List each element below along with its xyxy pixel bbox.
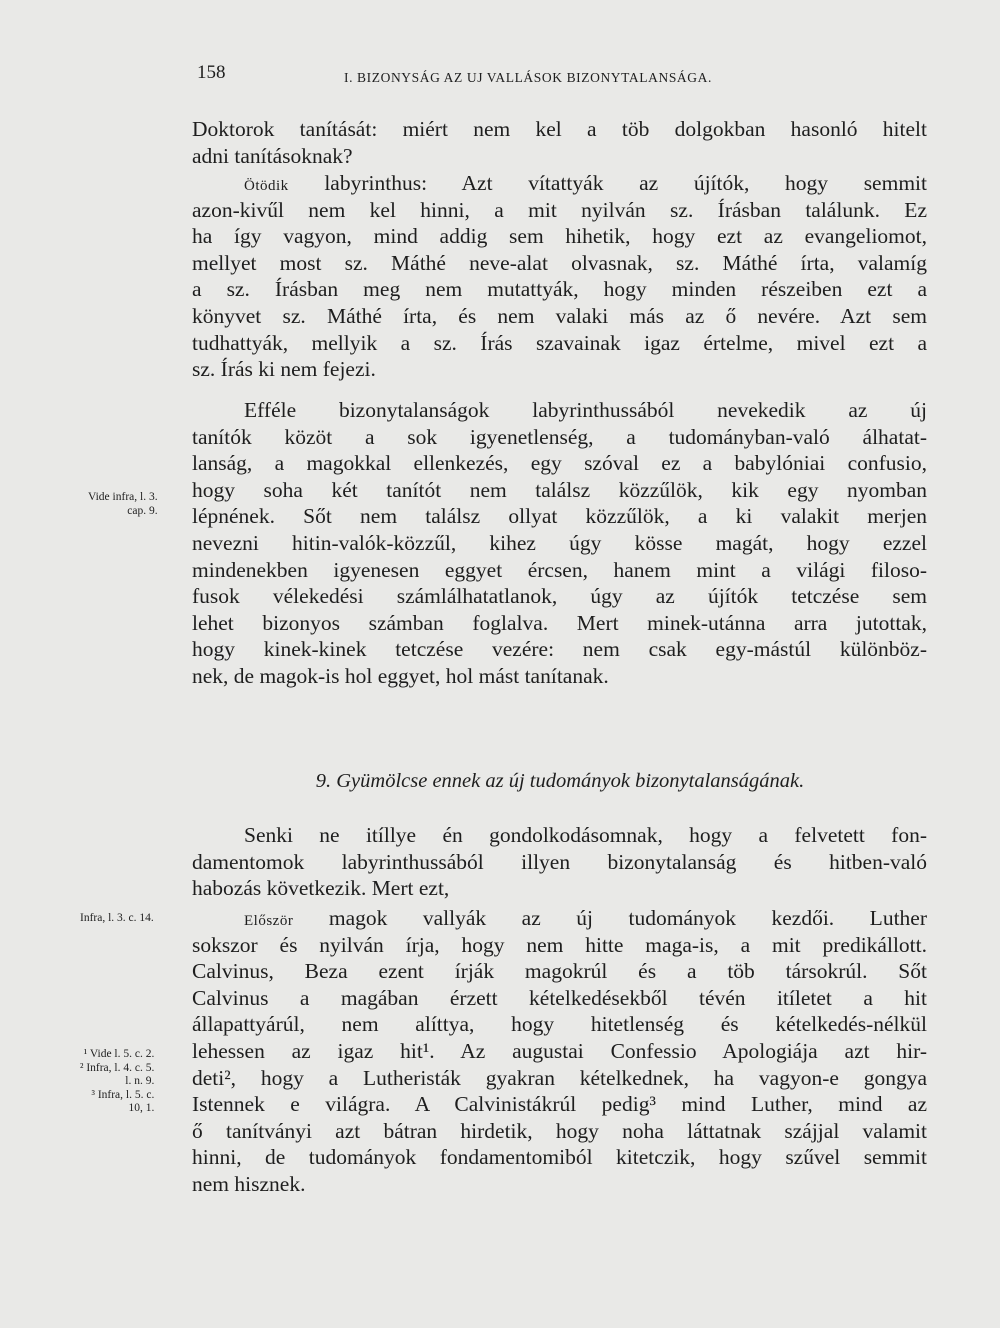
- text-line: azon-kivűl nem kel hinni, a mit nyilván sz. Írásban találunk. Ez: [192, 197, 927, 222]
- text-line: hogy kinek-kinek tetczése vezére: nem csak egy-mástúl különböz-: [192, 637, 927, 662]
- line-text: labyrinthus: Azt vítattyák az újítók, hogy semmit: [288, 171, 927, 195]
- text-line: ő tanítványi azt bátran hirdetik, hogy noha láttatnak szájjal valamit: [192, 1118, 927, 1143]
- section-heading: 9. Gyümölcse ennek az új tudományok bizonytalanságának.: [315, 770, 805, 792]
- text-line: tudhattyák, mellyik a sz. Írás szavainak igaz értelme, mivel ezt a: [192, 330, 927, 355]
- text-line: sz. Írás ki nem fejezi.: [192, 357, 376, 382]
- margin-note-line: ³ Infra, l. 5. c.: [91, 1088, 155, 1101]
- margin-note-line: Vide infra, l. 3.: [88, 491, 158, 503]
- page-header: [197, 62, 787, 92]
- margin-note-line: ² Infra, l. 4. c. 5.: [80, 1061, 155, 1074]
- text-line: adni tanításoknak?: [192, 143, 353, 168]
- margin-note-vide-infra: [88, 490, 158, 518]
- text-line: lehessen az igaz hit¹. Az augustai Confessio Apologiája azt hir-: [192, 1038, 927, 1063]
- smallcaps-lead: Ötödik: [244, 178, 289, 194]
- margin-note-line: l. n. 9.: [125, 1075, 155, 1087]
- text-line: habozás következik. Mert ezt,: [192, 876, 450, 901]
- text-line: Istennek e világra. A Calvinistákrúl pedig³ mind Luther, mind az: [192, 1092, 927, 1117]
- text-line: sokszor és nyilván írja, hogy nem hitte maga-is, a mit predikállott.: [192, 932, 927, 957]
- text-line: nek, de magok-is hol eggyet, hol mást tanítanak.: [192, 663, 609, 688]
- margin-note-line: Infra, l. 3. c. 14.: [80, 912, 154, 924]
- text-line: tanítók közöt a sok igyenetlenség, a tudományban-való álhatat-: [192, 424, 927, 449]
- text-line: damentomok labyrinthussából illyen bizonytalanság és hitben-való: [192, 849, 927, 874]
- margin-note-infra: [80, 911, 154, 925]
- margin-note-line: ¹ Vide l. 5. c. 2.: [83, 1048, 155, 1060]
- text-line: [192, 170, 927, 197]
- margin-note-line: 10, 1.: [128, 1102, 155, 1114]
- text-line: ha így vagyon, mind addig sem hihetik, hogy ezt az evangeliomot,: [192, 224, 927, 249]
- paragraph-2: [192, 170, 927, 383]
- text-line: könyvet sz. Máthé írta, és nem valaki más az ő nevére. Azt sem: [192, 303, 927, 328]
- text-line: mellyet most sz. Máthé neve-alat olvasnak, sz. Máthé írta, valamíg: [192, 250, 927, 275]
- paragraph-1: [192, 116, 927, 169]
- text-line: mindenekben igyenesen eggyet ércsen, hanem mint a világi filoso-: [192, 557, 927, 582]
- text-line: nem hisznek.: [192, 1171, 306, 1196]
- text-line: Doktorok tanítását: miért nem kel a töb dolgokban hasonló hitelt: [192, 117, 927, 141]
- paragraph-3: [192, 397, 927, 690]
- text-line: hogy soha két tanítót nem találsz közzűlök, kik egy nyomban: [192, 477, 927, 502]
- margin-footnotes: [80, 1048, 154, 1116]
- text-line: Senki ne itíllye én gondolkodásomnak, hogy a felvetett fon-: [244, 823, 927, 847]
- smallcaps-lead: Először: [244, 913, 294, 929]
- page-number: 158: [197, 62, 226, 83]
- paragraph-4: [192, 822, 927, 902]
- text-line: fusok vélekedési számlálhatatlanok, úgy az újítók tetczése sem: [192, 584, 927, 609]
- text-line: lépnének. Sőt nem találsz ollyat közzűlök, a ki valakit merjen: [192, 504, 927, 529]
- paragraph-5: [192, 905, 927, 1198]
- line-text: magok vallyák az új tudományok kezdői. Luther: [293, 906, 927, 930]
- text-line: hinni, de tudományok fondamentomiból kitetczik, hogy szűvel semmit: [192, 1145, 927, 1170]
- text-line: Calvinus a magában érzett kételkedésekből tévén itíletet a hit: [192, 985, 927, 1010]
- text-line: Efféle bizonytalanságok labyrinthussából nevekedik az új: [244, 398, 927, 422]
- text-line: Calvinus, Beza ezent írják magokrúl és a töb társokrúl. Sőt: [192, 959, 927, 984]
- running-title: I. BIZONYSÁG AZ UJ VALLÁSOK BIZONYTALANSÁGA.: [344, 70, 712, 85]
- text-line: lehet bizonyos számban foglalva. Mert minek-utánna arra jutottak,: [192, 610, 927, 635]
- text-line: állapattyárúl, nem alíttya, hogy hitetlenség és kételkedés-nélkül: [192, 1012, 927, 1037]
- margin-note-line: cap. 9.: [127, 505, 158, 517]
- text-line: lanság, a magokkal ellenkezés, egy szóval ez a babylóniai confusio,: [192, 451, 927, 476]
- text-line: nevezni hitin-valók-közzűl, kihez úgy kösse magát, hogy ezzel: [192, 530, 927, 555]
- text-line: deti², hogy a Lutheristák gyakran kételkednek, ha vagyon-e gongya: [192, 1065, 927, 1090]
- text-line: [192, 905, 927, 932]
- text-line: a sz. Írásban meg nem mutattyák, hogy minden részeiben ezt a: [192, 277, 927, 302]
